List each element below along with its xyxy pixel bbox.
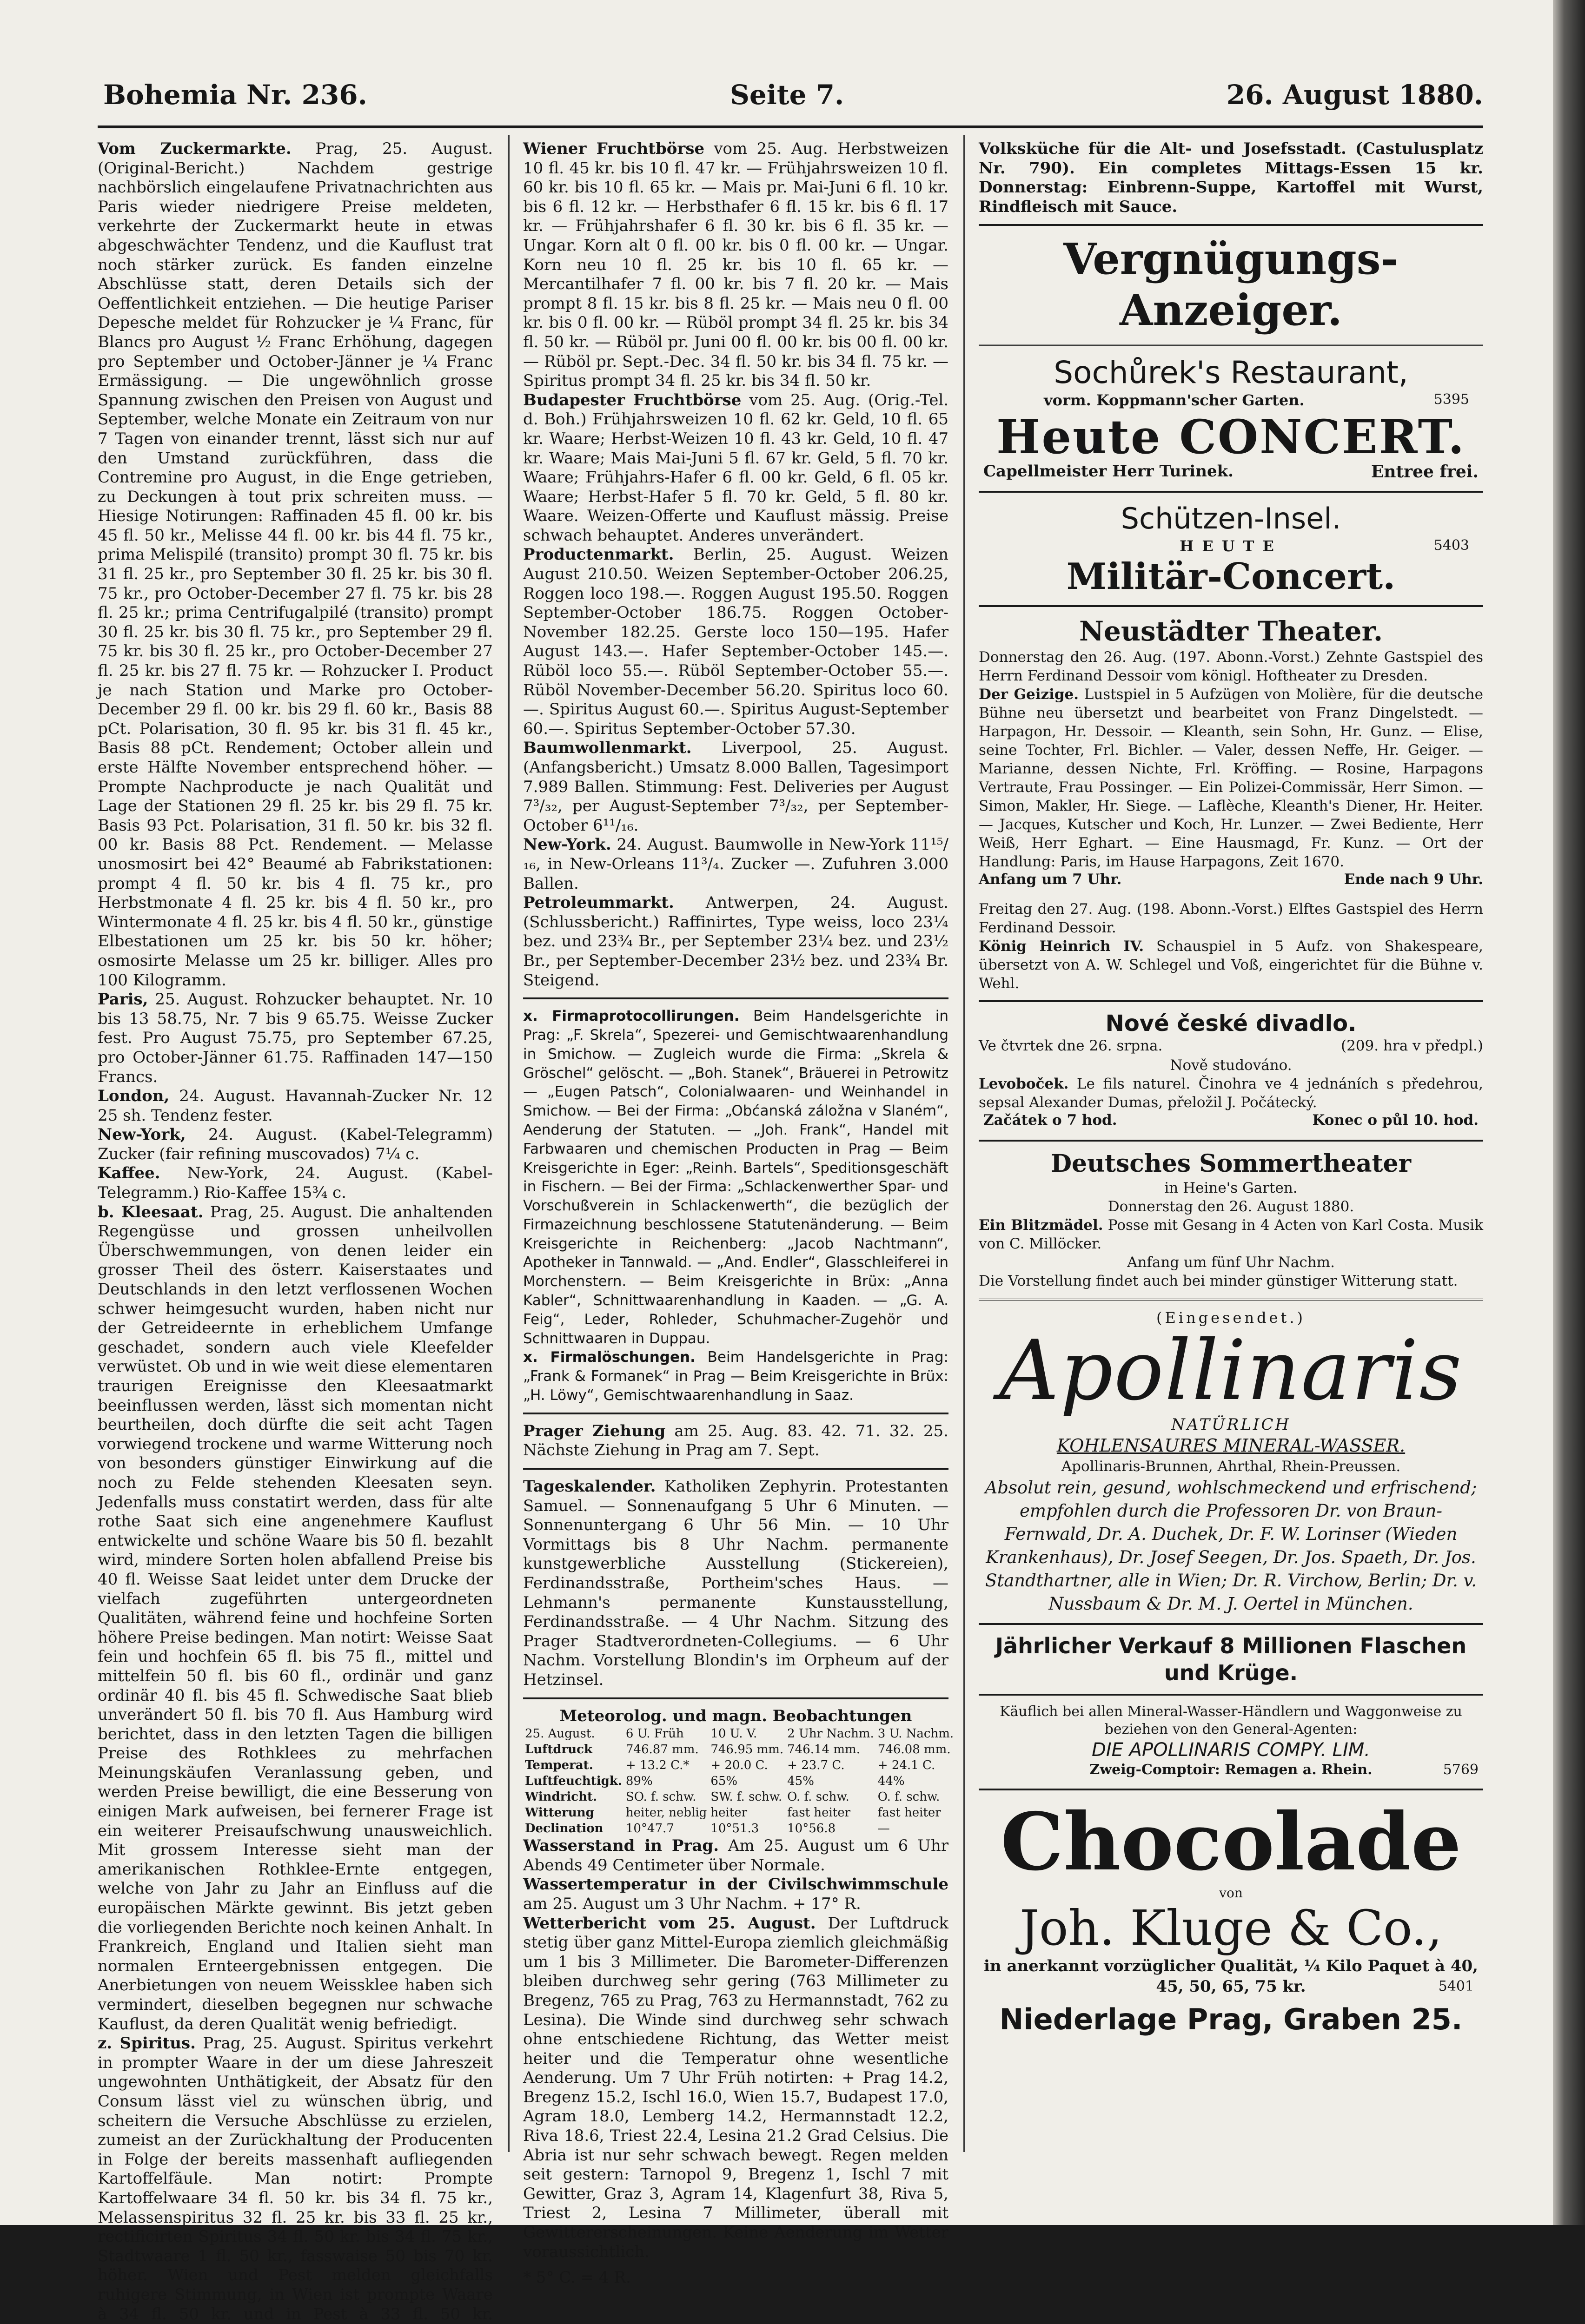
section-rule [523,1697,948,1699]
vergnuegungs-anzeiger-title: Vergnügungs-Anzeiger. [1063,234,1399,336]
column-rule-2 [963,135,965,2152]
meteo-head-cell: 3 U. Nachm. [877,1727,954,1741]
section-rule [979,344,1483,346]
column-3 [979,139,1483,2185]
apollinaris-logo: Apollinaris [999,1322,1463,1419]
section-rule [979,224,1483,226]
meteo-head-cell: 10 U. V. [710,1727,757,1741]
article-productenmarkt: Productenmarkt. Berlin, 25. August. Weizen August 210.50. Weizen September-October 206.25, Roggen loco 198.—. Roggen August 195.50. Roggen September-October 186.75. Roggen October-November 182.25. Gerste loco 150—195. Hafer August 143.—. Hafer September-October 145.—. Rüböl loco 55.—. Rüböl September-October 55.—. Rüböl November-December 56.20. Spiritus loco 60.—. Spiritus August 60.—. Spiritus August-September 60.—. Spiritus September-October 57.30. [523,545,948,738]
neustaedter-theater-title: Neustädter Theater. [1079,615,1383,647]
meteo-table [523,1726,955,1836]
kluge-niederlage: Niederlage Prag, Graben 25. [999,2002,1463,2037]
chocolade-title: Chocolade [1001,1796,1461,1889]
meteo-cell: heiter, neblig [625,1806,707,1820]
meteo-cell: + 20.0 C. [710,1758,768,1773]
article-petroleummarkt: Petroleummarkt. Antwerpen, 24. August. (Schlussbericht.) Raffinirtes, Type weiss, loco 23¼ bez. und 23¾ Br., per September 23¼ bez. und 23½ Br., per September-December 23½ bez. und 23¾ Br. Steigend. [523,893,948,990]
nove-levobocek: Levoboček. Le fils naturel. Činohra ve 4 jednáních s předehrou, sepsal Alexander Dumas, přeložil J. Počátecký. [979,1076,1483,1111]
meteo-cell: 746.08 mm. [877,1743,951,1757]
heute-label: HEUTE [1180,537,1282,555]
nove-date: Ve čtvrtek dne 26. srpna. [979,1037,1163,1055]
article-kleesaat: b. Kleesaat. Prag, 25. August. Die anhaltenden Regengüsse und grossen unheilvollen Überschwemmungen, von denen leider ein grosser Theil des österr. Kaiserstaates und Deutschlands in den letzt verflossenen Wochen schwer heimgesucht wurden, haben nicht nur der Getreideernte in erheblichem Umfange geschadet, sondern auch viele Kleefelder verwüstet. Ob und in wie weit diese elementaren traurigen Ereignisse den Kleesaatmarkt beeinflussen werden, lässt sich momentan nicht beurtheilen, doch dürfte die seit acht Tagen vorwiegend trockene und warme Witterung noch von besonders günstiger Einwirkung auf die noch zu Felde stehenden Kleesaten seyn. Jedenfalls muss constatirt werden, dass für alte rothe Saat sich eine angenehmere Kauflust entwickelte und schöne Waare bis 50 fl. bezahlt wird, mindere Sorten holen abfallend Preise bis 40 fl. Weisse Saat leidet unter dem Drucke der vielfach zugeführten untergeordneten Qualitäten, während feine und hochfeine Sorten höhere Preise bedingen. Man notirt: Weisse Saat fein und hochfein 65 fl. bis 75 fl., mittel und mittelfein 50 fl. bis 60 fl., ordinär und ganz ordinär 40 fl. bis 45 fl. Schwedische Saat blieb unverändert 50 fl. bis 70 fl. Aus Hamburg wird berichtet, dass in den letzten Tagen die billigen Preise des Rothklees zu mehrfachen Meinungskäufen Veranlassung geben, und werden Preise bewilligt, die eine Besserung von einigen Mark aufweisen, bei fernerer Frage ist ein weiterer Preisaufschwung unausweichlich. Mit grossem Interesse sieht man der amerikanischen Rothklee-Ernte entgegen, welche von Jahr zu Jahr an Einfluss auf die europäischen Märkte gewinnt. Bis jetzt geben die vorliegenden Berichte noch keinen Anhalt. In Frankreich, England und Italien sieht man normalen Ernteergebnissen entgegen. Die Anerbietungen von neuem Weissklee haben sich vermindert, dieselben begegnen nur schwache Kauflust, da deren Qualität wenig befriedigt. [98,1202,493,2034]
capell-row [979,462,1483,483]
chocolade-von: von [1219,1885,1243,1901]
section-rule [523,1468,948,1470]
eingesendet: (Eingesendet.) [1156,1309,1306,1327]
nst-geizige: Der Geizige. Lustspiel in 5 Aufzügen von Molière, für die deutsche Bühne neu übersetzt und bearbeitet von Franz Dingelstedt. — Harpagon, Hr. Dessoir. — Kleanth, sein Sohn, Hr. Gunz. — Elise, seine Tochter, Frl. Bichler. — Valer, dessen Neffe, Hr. Geiger. — Marianne, dessen Nichte, Frl. Kröffing. — Rosine, Harpagons Vertraute, Frau Possinger. — Ein Polizei-Commissär, Herr Simon. — Simon, Makler, Hr. Siege. — Laflèche, Kleanth's Diener, Hr. Heiter. — Jacques, Kutscher und Koch, Hr. Lunzer. — Zwei Bediente, Herr Weiß, Herr Eghart. — Eine Hausmagd, Fr. Kunz. — Ort der Handlung: Paris, im Hause Harpagons, Zeit 1670. [979,686,1483,871]
nst-times [979,871,1483,891]
meteo-row [523,1789,955,1805]
article-london-zucker: London, 24. August. Havannah-Zucker Nr. 12 25 sh. Tendenz fester. [98,1087,493,1125]
meteo-cell: Windricht. [525,1790,597,1804]
sochurek-sub-row [979,391,1483,412]
nove-konec: Konec o půl 10. hod. [1312,1112,1479,1129]
section-rule [523,997,948,999]
schuetzen-insel-title: Schützen-Insel. [1121,502,1341,536]
meteo-cell: — [877,1822,890,1836]
sochurek-title: Sochůrek's Restaurant, [1054,355,1408,391]
article-paris-zucker: Paris, 25. August. Rohzucker behauptet. Nr. 10 bis 13 58.75, Nr. 7 bis 9 65.75. Weisse Zucker fest. Pro August 75.75, pro September 67.25, pro October-Jänner 61.75. Raffinaden 147—150 Francs. [98,990,493,1086]
header-page-number: Seite 7. [730,79,844,111]
meteo-cell: O. f. schw. [787,1790,849,1804]
scan-edge [1553,0,1585,2225]
nove-predpl: (209. hra v předpl.) [1340,1037,1483,1055]
heute-row [979,537,1483,556]
column-rule-1 [508,135,510,2152]
section-rule [979,1000,1483,1002]
meteo-head-cell: 2 Uhr Nachm. [787,1727,874,1741]
meteo-cell: fast heiter [787,1806,851,1820]
nove-times [979,1112,1483,1132]
meteo-cell: 10°47.7 [625,1822,674,1836]
article-wetterbericht: Wetterbericht vom 25. August. Der Luftdruck stetig über ganz Mittel-Europa ziemlich gleichmäßig um 1 bis 3 Millimeter. Die Barometer-Differenzen bleiben durchweg sehr gering (763 Millimeter zu Bregenz, 765 zu Prag, 763 zu Hermannstadt, 762 zu Lesina). Die Winde sind durchweg sehr schwach ohne entschiedene Richtung, das Wetter meist heiter und die Temperatur ohne wesentliche Aenderung. Um 7 Uhr Früh notirten: + Prag 14.2, Bregenz 15.2, Ischl 16.0, Wien 15.7, Budapest 17.0, Agram 18.0, Lemberg 14.2, Hermannstadt 12.2, Riva 18.6, Triest 22.4, Lesina 21.2 Grad Celsius. Die Abria ist nur sehr schwach bewegt. Regen melden seit gestern: Tarnopol 9, Bregenz 1, Ischl 7 mit Gewitter, Graz 3, Agram 14, Klagenfurt 38, Riva 5, Triest 2, Lesina 7 Millimeter, überall mit Gewittererscheinungen. Keine Aenderung im Wetter voraussichtlich. [523,1914,948,2261]
header-rule [98,125,1483,128]
article-prager-ziehung: Prager Ziehung am 25. Aug. 83. 42. 71. 32. 25. Nächste Ziehung in Prag am 7. Sept. [523,1421,948,1460]
section-rule [979,1623,1483,1625]
volkskueche-notice: Volksküche für die Alt- und Josefsstadt. (Castulusplatz Nr. 790). Ein completes Mittags-Essen 15 kr. Donnerstag: Einbrenn-Suppe, Kartoffel mit Wurst, Rindfleisch mit Sauce. [979,139,1483,216]
article-firmaprotocollirungen: x. Firmaprotocollirungen. Beim Handelsgerichte in Prag: „F. Skrela“, Spezerei- und Gemischtwaarenhandlung in Smichow. — Zugleich wurde die Firma: „Skrela & Gröschel“ gelöscht. — „Boh. Stanek“, Bräuerei in Petrowitz — „Eugen Patsch“, Colonialwaaren- und Weinhandel in Smichow. — Bei der Firma: „Obćanská záložna v Slaném“, Aenderung der Statuten. — „Joh. Frank“, Handel mit Farbwaaren und chemischen Producten in Prag — Beim Kreisgerichte in Eger: „Reinh. Bartels“, Speditionsgeschäft in Fischern. — Bei der Firma: „Schlackenwerther Spar- und Vorschußverein in Schlackenwerth“, die bezüglich der Firmazeichnung beschlossene Statutenänderung. — Beim Kreisgerichte in Reichenberg: „Jacob Nachtmann“, Apotheker in Tannwald. — „And. Endler“, Glasschleiferei in Morchenstern. — Beim Kreisgerichte in Brüx: „Anna Kabler“, Schnittwaarenhandlung in Kaaden. — „G. A. Feig“, Leder, Rohleder, Schuhmacher-Zugehör und Schnittwaaren in Duppau. [523,1008,949,1347]
article-newyork-baumwolle: New-York. 24. August. Baumwolle in New-York 11¹⁵/₁₆, in New-Orleans 11³/₄. Zucker —. Zufuhren 3.000 Ballen. [523,835,948,893]
article-tageskalender: Tageskalender. Katholiken Zephyrin. Protestanten Samuel. — Sonnenaufgang 5 Uhr 6 Minuten. — Sonnenuntergang 6 Uhr 56 Min. — 10 Uhr Vormittags bis 8 Uhr Nachm. permanente kunstgewerbliche Ausstellung (Stickereien), Ferdinandsstraße, Portheim'sches Haus. — Lehmann's permanente Kunstausstellung, Ferdinandsstraße. — 4 Uhr Nachm. Sitzung des Prager Stadtverordneten-Collegiums. — 6 Uhr Nachm. Vorstellung Blondin's im Orpheum auf der Hetzinsel. [523,1477,948,1689]
nst-intro: Donnerstag den 26. Aug. (197. Abonn.-Vorst.) Zehnte Gastspiel des Herrn Ferdinand Dessoir vom königl. Hoftheater zu Dresden. [979,649,1483,685]
meteo-cell: 746.87 mm. [625,1743,699,1757]
sommertheater-sub: in Heine's Garten. [1164,1180,1298,1197]
meteo-heading: Meteorolog. und magn. Beobachtungen [559,1706,912,1725]
section-rule [979,1140,1483,1142]
section-rule [979,491,1483,493]
meteo-cell: 746.95 mm. [710,1743,784,1757]
nove-divadlo-title: Nové české divadlo. [1105,1010,1357,1037]
apollinaris-compy: DIE APOLLINARIS COMPY. LIM. [1092,1739,1370,1761]
column-2 [523,139,954,2287]
nove-date-row [979,1037,1483,1056]
article-baumwollenmarkt: Baumwollenmarkt. Liverpool, 25. August. (Anfangsbericht.) Umsatz 8.000 Ballen, Tagesimport 7.989 Ballen. Stimmung: Fest. Deliveries per August 7³/₃₂, per August-September 7³/₃₂, per September-October 6¹¹/₁₆. [523,739,948,835]
article-wiener-fruchtboerse: Wiener Fruchtbörse vom 25. Aug. Herbstweizen 10 fl. 45 kr. bis 10 fl. 47 kr. — Frühjahrsweizen 10 fl. 60 kr. bis 10 fl. 65 kr. — Mais pr. Mai-Juni 6 fl. 10 kr. bis 6 fl. 12 kr. — Herbsthafer 6 fl. 15 kr. bis 6 fl. 17 kr. — Frühjahrshafer 6 fl. 30 kr. bis 6 fl. 35 kr. — Ungar. Korn alt 0 fl. 00 kr. bis 0 fl. 00 kr. — Ungar. Korn neu 10 fl. 25 kr. bis 10 fl. 65 kr. — Mercantilhafer 7 fl. 00 kr. bis 7 fl. 20 kr. — Mais prompt 8 fl. 15 kr. bis 8 fl. 25 kr. — Mais neu 0 fl. 00 kr. bis 0 fl. 00 kr. — Rüböl prompt 34 fl. 25 kr. bis 34 fl. 50 kr. — Rüböl pr. Juni 00 fl. 00 kr. bis 00 fl. 00 kr. — Rüböl pr. Sept.-Dec. 34 fl. 50 kr. bis 34 fl. 75 kr. — Spiritus prompt 34 fl. 25 kr. bis 34 fl. 50 kr. [523,139,948,390]
nst-anfang: Anfang um 7 Uhr. [979,871,1122,888]
article-newyork-zucker: New-York, 24. August. (Kabel-Telegramm) Zucker (fair refining muscovados) 7¼ c. [98,1125,493,1163]
sommertheater-blitzmaedel: Ein Blitzmädel. Posse mit Gesang in 4 Acten von Karl Costa. Musik von C. Millöcker. [979,1217,1483,1253]
section-rule [979,605,1483,607]
column-1 [98,139,493,2324]
meteo-head-cell: 25. August. [525,1727,595,1741]
header-date: 26. August 1880. [1226,79,1483,111]
heute-concert: Heute CONCERT. [996,409,1466,465]
meteo-cell: 746.14 mm. [787,1743,860,1757]
meteo-cell: 45% [787,1774,814,1789]
apollinaris-text: Absolut rein, gesund, wohlschmeckend und erfrischend; empfohlen durch die Professoren Dr. von Braun-Fernwald, Dr. A. Duchek, Dr. F. W. Lorinser (Wieden Krankenhaus), Dr. Josef Seegen, Dr. Jos. Spaeth, Dr. Jos. Standthartner, alle in Wien; Dr. R. Virchow, Berlin; Dr. v. Nussbaum & Dr. M. J. Oertel in München. [985,1478,1477,1614]
meteo-row [523,1821,955,1836]
meteo-head-row [523,1726,955,1742]
meteo-cell: Temperat. [525,1758,593,1773]
meteo-cell: O. f. schw. [877,1790,940,1804]
capellmeister: Capellmeister Herr Turinek. [983,462,1234,481]
zweig-comptoir: Zweig-Comptoir: Remagen a. Rhein. [1089,1762,1373,1778]
page-header [98,79,1483,130]
sochurek-sub: vorm. Koppmann'scher Garten. [1044,391,1305,409]
nst-koenig: König Heinrich IV. Schauspiel in 5 Aufz. von Shakespeare, übersetzt von A. W. Schlegel und Voß, eingerichtet für die Bühne v. Wehl. [979,938,1484,992]
ad-number: 5395 [1433,391,1469,408]
apollinaris-natuerlich: NATÜRLICH [1171,1415,1291,1434]
nst-ende: Ende nach 9 Uhr. [1344,871,1483,888]
section-rule [979,1694,1483,1696]
apollinaris-kohlensaures: KOHLENSAURES MINERAL-WASSER. [1056,1435,1406,1456]
meteo-cell: 10°56.8 [787,1822,836,1836]
meteo-row [523,1773,955,1789]
sommertheater-title: Deutsches Sommertheater [1050,1149,1412,1178]
sommertheater-note: Die Vorstellung findet auch bei minder günstiger Witterung statt. [979,1273,1458,1290]
article-kaffee: Kaffee. New-York, 24. August. (Kabel-Telegramm.) Rio-Kaffee 15¾ c. [98,1164,493,1202]
meteo-cell: Luftfeuchtigk. [525,1774,622,1789]
entree: Entree frei. [1371,462,1479,482]
section-rule [979,1789,1483,1790]
meteo-cell: 89% [625,1774,653,1789]
sommertheater-anfang: Anfang um fünf Uhr Nachm. [1127,1254,1335,1271]
militaer-concert: Militär-Concert. [1066,555,1396,598]
meteo-row [523,1757,955,1773]
section-rule [523,1413,948,1414]
meteo-cell: 65% [710,1774,738,1789]
apollinaris-brunnen: Apollinaris-Brunnen, Ahrthal, Rhein-Preussen. [1061,1458,1401,1475]
kluge-name: Joh. Kluge & Co., [1020,1900,1442,1957]
meteo-cell: SO. f. schw. [625,1790,696,1804]
footnote: * 5° C. = 4 R. [523,2268,631,2287]
ad-number: 5769 [1443,1762,1479,1778]
apollinaris-verkauf: Jährlicher Verkauf 8 Millionen Flaschen und Krüge. [995,1633,1467,1686]
article-wassertemperatur: Wassertemperatur in der Civilschwimmschule am 25. August um 3 Uhr Nachm. + 17° R. [523,1875,948,1913]
kluge-num-row [979,1978,1483,2001]
meteo-cell: fast heiter [877,1806,941,1820]
header-issue: Bohemia Nr. 236. [103,79,367,111]
ad-number: 5401 [1438,1978,1474,1995]
meteo-cell: + 13.2 C.* [625,1758,690,1773]
meteo-cell: Declination [525,1822,603,1836]
section-rule [979,1299,1483,1301]
nove-studovano: Nově studováno. [1170,1057,1292,1074]
meteo-cell: 10°51.3 [710,1822,759,1836]
article-budapester-fruchtboerse: Budapester Fruchtbörse vom 25. Aug. (Orig.-Tel. d. Boh.) Frühjahrsweizen 10 fl. 62 kr. Geld, 10 fl. 65 kr. Waare; Herbst-Weizen 10 fl. 43 kr. Geld, 10 fl. 47 kr. Waare; Mais Mai-Juni 5 fl. 67 kr. Geld, 5 fl. 70 kr. Waare; Frühjahrs-Hafer 6 fl. 00 kr. Geld, 6 fl. 05 kr. Waare; Herbst-Hafer 5 fl. 70 kr. Geld, 5 fl. 80 kr. Waare. Weizen-Offerte und Kauflust mässig. Preise schwach behauptet. Anderes unverändert. [523,390,948,545]
meteo-cell: + 23.7 C. [787,1758,845,1773]
kluge-text: in anerkannt vorzüglicher Qualität, ¼ Kilo Paquet à 40, 45, 50, 65, 75 kr. [984,1957,1478,1996]
apollinaris-kauflich: Käuflich bei allen Mineral-Wasser-Händlern und Waggonweise zu beziehen von den General-Agenten: [1000,1703,1462,1738]
meteo-cell: Luftdruck [525,1743,593,1757]
ad-number: 5403 [1433,537,1469,554]
meteo-row [523,1742,955,1757]
meteo-cell: heiter [710,1806,748,1820]
meteo-head-cell: 6 U. Früh [625,1727,684,1741]
meteo-cell: Witterung [525,1806,594,1820]
meteo-cell: + 24.1 C. [877,1758,935,1773]
zweig-row [979,1762,1483,1781]
sommertheater-date: Donnerstag den 26. August 1880. [1108,1198,1354,1215]
article-spiritus: z. Spiritus. Prag, 25. August. Spiritus verkehrt in prompter Waare in der um diese Jahreszeit ungewohnten Unthätigkeit, der Absatz für den Consum lässt viel zu wünschen übrig, und scheitern die Versuche Abschlüsse zu erzielen, zumeist an der Zurückhaltung der Producenten in Folge der bereits massenhaft aufliegenden Kartoffelfäule. Man notirt: Prompte Kartoffelwaare 34 fl. 50 kr. bis 34 fl. 75 kr., Melassenspiritus 32 fl. 25 kr. bis 33 fl. 25 kr., rectificirten Spiritus 34 fl. 50 kr. bis 34 fl. 75 kr., Stadtwaare 1 fl. 50 kr., fasswaise 50 bis 70 kr. höher. Wien und Pest melden gleichfalls ruhigere Stimmung, in Wien ist prompte Waare à 34 fl. 50 kr. und in Pest à 33 fl. 50 kr. [98,2034,493,2324]
meteo-row [523,1805,955,1821]
article-zuckermarkt: Vom Zuckermarkte. Prag, 25. August. (Original-Bericht.) Nachdem gestrige nachbörslich eingelaufene Privatnachrichten aus Paris wieder niedrigere Preise meldeten, verkehrte der Zuckermarkt heute in etwas abgeschwächter Tendenz, und die Kauflust trat noch stärker zurück. Es fanden einzelne Abschlüsse statt, deren Details sich der Oeffentlichkeit entziehen. — Die heutige Pariser Depesche meldet für Rohzucker je ¼ Franc, für Blancs pro August ½ Franc Erhöhung, dagegen pro September und October-Jänner je ¼ Franc Ermässigung. — Die ungewöhnlich grosse Spannung zwischen den Preisen von August und September, welche Monate ein Zeitraum von nur 7 Tagen von einander trennt, lässt sich nur auf den Umstand zurückführen, dass die Contremine pro August, in die Enge getrieben, zu Deckungen à tout prix schreiten muss. — Hiesige Notirungen: Raffinaden 45 fl. 00 kr. bis 45 fl. 50 kr., Melisse 44 fl. 00 kr. bis 44 fl. 75 kr., prima Melispilé (transito) prompt 30 fl. 75 kr. bis 31 fl. 25 kr., pro September 30 fl. 25 kr. bis 30 fl. 75 kr., pro October-December 27 fl. 75 kr. bis 28 fl. 25 kr.; prima Centrifugalpilé (transito) prompt 30 fl. 25 kr. bis 30 fl. 75 kr., pro September 29 fl. 75 kr. bis 30 fl. 25 kr., pro October-December 27 fl. 25 kr. bis 27 fl. 75 kr. — Rohzucker I. Product je nach Station und Marke pro October-December 29 fl. 00 kr. bis 29 fl. 60 kr., Basis 88 pCt. Polarisation, 30 fl. 95 kr. bis 31 fl. 45 kr., Basis 88 pCt. Rendement; October allein und erste Hälfte November entsprechend höher. — Prompte Nachproducte je nach Qualität und Lage der Stationen 29 fl. 25 kr. bis 29 fl. 75 kr. Basis 93 Pct. Polarisation, 31 fl. 50 kr. bis 32 fl. 00 kr. Basis 88 Pct. Rendement. — Melasse unosmosirt bei 42° Beaumé ab Fabrikstationen: prompt 4 fl. 50 kr. bis 4 fl. 75 kr., pro Herbstmonate 4 fl. 25 kr. bis 4 fl. 50 kr., pro Wintermonate 4 fl. 25 kr. bis 4 fl. 50 kr., günstige Elbestationen um 25 kr. bis 50 kr. höher; osmosirte Melasse um 25 kr. billiger. Alles pro 100 Kilogramm. [98,139,493,990]
meteo-cell: 44% [877,1774,905,1789]
nove-zacatek: Začátek o 7 hod. [983,1112,1117,1129]
article-firmaloeschungen: x. Firmalöschungen. Beim Handelsgerichte in Prag: „Frank & Formanek“ in Prag — Beim Kreisgerichte in Brüx: „H. Löwy“, Gemischtwaarenhandlung in Saaz. [523,1349,948,1404]
meteo-cell: SW. f. schw. [710,1790,783,1804]
nst-freitag: Freitag den 27. Aug. (198. Abonn.-Vorst.) Elftes Gastspiel des Herrn Ferdinand Dessoir. [979,901,1483,937]
article-wasserstand: Wasserstand in Prag. Am 25. August um 6 Uhr Abends 49 Centimeter über Normale. [523,1836,949,1875]
